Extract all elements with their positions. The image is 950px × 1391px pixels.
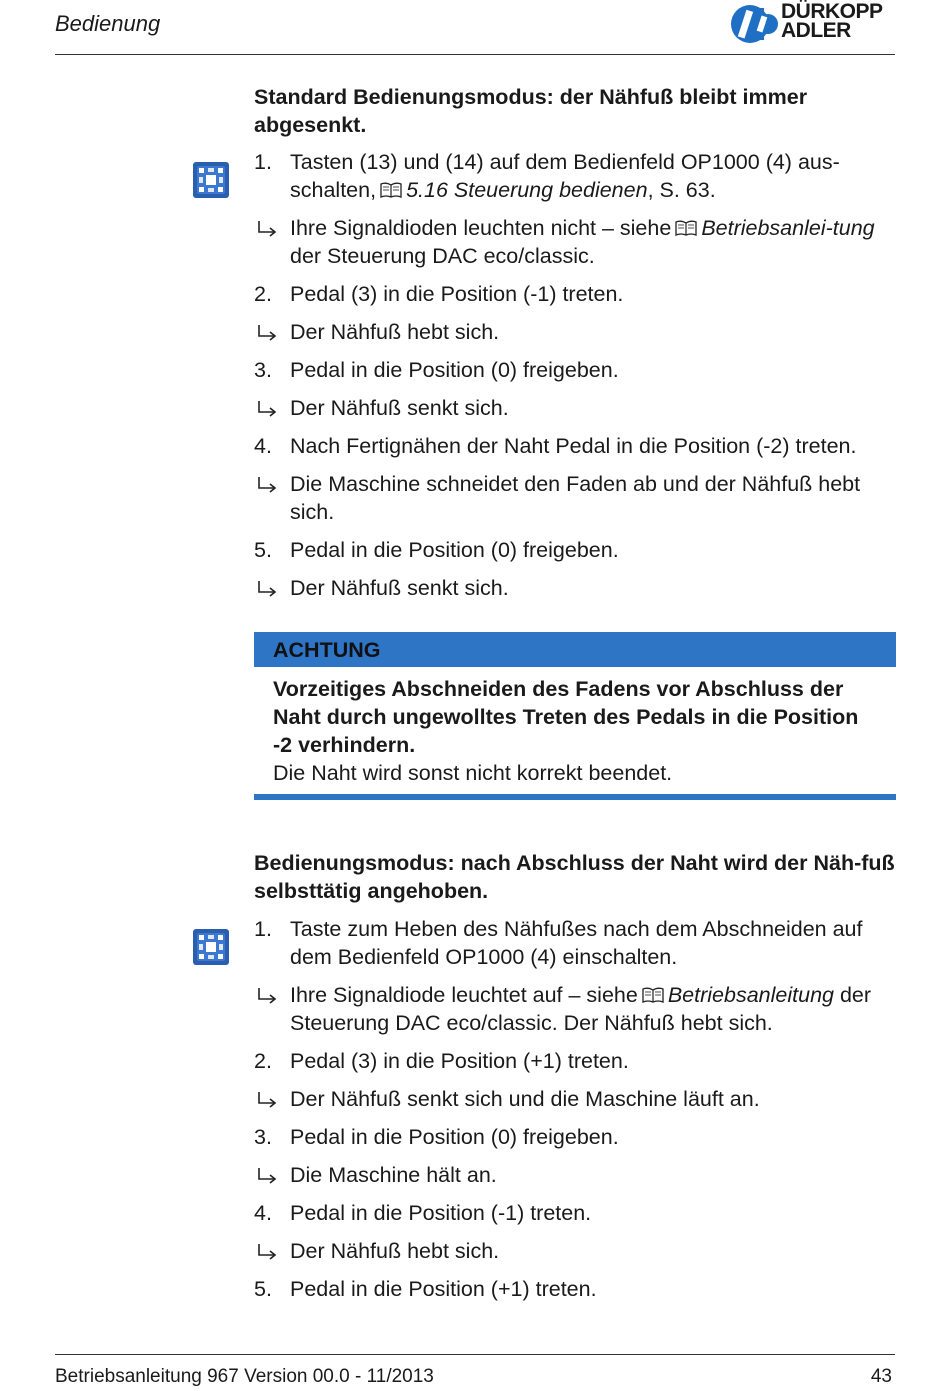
manual-reference-icon bbox=[380, 182, 402, 198]
instruction-step bbox=[254, 1123, 904, 1151]
step-text bbox=[290, 216, 875, 268]
manual-reference-icon bbox=[642, 987, 664, 1003]
instruction-step bbox=[254, 915, 904, 971]
step-text: Der Nähfuß senkt sich. bbox=[290, 396, 509, 420]
footer-divider bbox=[55, 1354, 895, 1355]
result-arrow-icon bbox=[256, 580, 278, 598]
warning-body bbox=[254, 667, 896, 795]
result-arrow-icon bbox=[256, 987, 278, 1005]
manual-reference-icon bbox=[675, 220, 697, 236]
instruction-step bbox=[254, 148, 904, 204]
step-text: Pedal in die Position (0) freigeben. bbox=[290, 358, 619, 382]
step-text bbox=[290, 150, 840, 202]
instruction-step bbox=[254, 536, 904, 564]
control-panel-icon bbox=[193, 929, 229, 965]
step-text-pre: Ihre Signaldiode leuchtet auf – siehe bbox=[290, 983, 638, 1007]
step-number: 4. bbox=[254, 1201, 272, 1225]
result-arrow-icon bbox=[256, 1167, 278, 1185]
section-2-title: Bedienungsmodus: nach Abschluss der Naht wird der Näh-fuß selbsttätig angehoben. bbox=[254, 851, 895, 903]
result-arrow-icon bbox=[256, 476, 278, 494]
instruction-step bbox=[254, 280, 904, 308]
result-step bbox=[254, 1085, 904, 1113]
result-step bbox=[254, 470, 904, 526]
result-step bbox=[254, 318, 904, 346]
manual-reference-link[interactable]: 5.16 Steuerung bedienen bbox=[406, 178, 648, 202]
result-arrow-icon bbox=[256, 400, 278, 418]
warning-text: Die Naht wird sonst nicht korrekt beendet. bbox=[273, 761, 673, 785]
step-number: 1. bbox=[254, 150, 272, 174]
result-arrow-icon bbox=[256, 1243, 278, 1261]
manual-reference-link[interactable]: Betriebsanlei-tung bbox=[701, 216, 875, 240]
brand-name bbox=[781, 2, 883, 40]
brand-line-1: DÜRKOPP bbox=[781, 0, 883, 23]
step-text-post: der Steuerung DAC eco/classic. Der Nähfuß hebt sich. bbox=[290, 983, 872, 1035]
step-text: Pedal in die Position (0) freigeben. bbox=[290, 1125, 619, 1149]
step-text-post: der Steuerung DAC eco/classic. bbox=[290, 244, 595, 268]
result-step bbox=[254, 394, 904, 422]
step-number: 2. bbox=[254, 282, 272, 306]
result-arrow-icon bbox=[256, 1091, 278, 1109]
step-text-post: , S. 63. bbox=[647, 178, 716, 202]
step-text: Die Maschine schneidet den Faden ab und der Nähfuß hebt sich. bbox=[290, 472, 861, 524]
footer-document-info: Betriebsanleitung 967 Version 00.0 - 11/2013 bbox=[55, 1366, 434, 1387]
step-number: 3. bbox=[254, 1125, 272, 1149]
step-text: Der Nähfuß hebt sich. bbox=[290, 1239, 500, 1263]
step-text-pre: Tasten (13) und (14) auf dem Bedienfeld OP1000 (4) aus-schalten, bbox=[290, 150, 840, 202]
result-step bbox=[254, 214, 904, 270]
result-step bbox=[254, 981, 904, 1037]
control-panel-icon bbox=[193, 162, 229, 198]
step-text: Pedal (3) in die Position (+1) treten. bbox=[290, 1049, 629, 1073]
step-text: Die Maschine hält an. bbox=[290, 1163, 497, 1187]
warning-box bbox=[254, 632, 896, 795]
warning-bold-text: Vorzeitiges Abschneiden des Fadens vor Abschluss der Naht durch ungewolltes Treten des Pedals in die Position -2 verhindern. bbox=[273, 677, 859, 757]
result-step bbox=[254, 1161, 904, 1189]
page-number: 43 bbox=[870, 1366, 892, 1387]
warning-label: ACHTUNG bbox=[273, 638, 381, 662]
step-text: Pedal in die Position (+1) treten. bbox=[290, 1277, 597, 1301]
header-divider bbox=[55, 54, 895, 55]
step-text: Taste zum Heben des Nähfußes nach dem Abschneiden auf dem Bedienfeld OP1000 (4) einschalten. bbox=[290, 917, 863, 969]
step-text: Pedal in die Position (0) freigeben. bbox=[290, 538, 619, 562]
brand-logo-mark-icon bbox=[728, 2, 780, 46]
step-text: Nach Fertignähen der Naht Pedal in die Position (-2) treten. bbox=[290, 434, 857, 458]
warning-bottom-rule bbox=[254, 794, 896, 800]
section-1-steps bbox=[254, 148, 904, 612]
section-2-steps bbox=[254, 915, 904, 1313]
step-text bbox=[290, 983, 871, 1035]
step-number: 4. bbox=[254, 434, 272, 458]
manual-reference-link[interactable]: Betriebsanleitung bbox=[667, 983, 834, 1007]
step-number: 3. bbox=[254, 358, 272, 382]
instruction-step bbox=[254, 1275, 904, 1303]
step-number: 2. bbox=[254, 1049, 272, 1073]
instruction-step bbox=[254, 432, 904, 460]
step-text: Der Nähfuß senkt sich. bbox=[290, 576, 509, 600]
step-text: Pedal in die Position (-1) treten. bbox=[290, 1201, 592, 1225]
instruction-step bbox=[254, 356, 904, 384]
step-number: 1. bbox=[254, 917, 272, 941]
brand-logo bbox=[728, 2, 900, 46]
step-text: Pedal (3) in die Position (-1) treten. bbox=[290, 282, 624, 306]
instruction-step bbox=[254, 1047, 904, 1075]
instruction-step bbox=[254, 1199, 904, 1227]
step-number: 5. bbox=[254, 538, 272, 562]
result-step bbox=[254, 574, 904, 602]
result-arrow-icon bbox=[256, 324, 278, 342]
brand-line-2: ADLER bbox=[781, 19, 851, 42]
step-text: Der Nähfuß senkt sich und die Maschine läuft an. bbox=[290, 1087, 760, 1111]
result-step bbox=[254, 1237, 904, 1265]
section-1-title: Standard Bedienungsmodus: der Nähfuß bleibt immer abgesenkt. bbox=[254, 85, 808, 137]
step-text: Der Nähfuß hebt sich. bbox=[290, 320, 500, 344]
warning-header-bar bbox=[254, 632, 896, 667]
step-text-pre: Ihre Signaldioden leuchten nicht – siehe bbox=[290, 216, 672, 240]
step-number: 5. bbox=[254, 1277, 272, 1301]
result-arrow-icon bbox=[256, 220, 278, 238]
header-section-title: Bedienung bbox=[55, 11, 161, 36]
